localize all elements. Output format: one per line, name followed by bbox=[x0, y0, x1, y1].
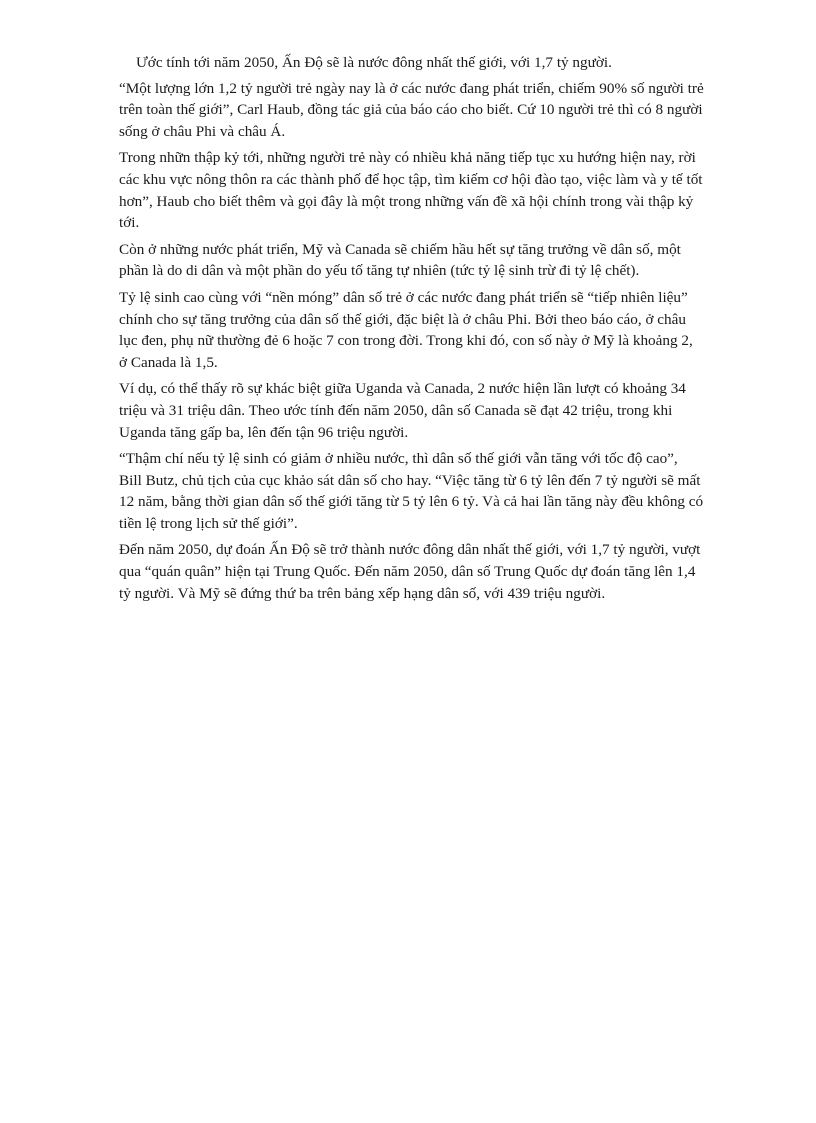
paragraph-7: Đến năm 2050, dự đoán Ấn Độ sẽ trở thành nước đông dân nhất thế giới, với 1,7 tỷ người, vượt qua “quán quân” hiện tại Trung Quốc. Đến năm 2050, dân số Trung Quốc dự đoán tăng lên 1,4 tỷ người. Và Mỹ sẽ đứng thứ ba trên bảng xếp hạng dân số, với 439 triệu người. bbox=[119, 541, 701, 602]
paragraph-2: Trong nhữn thập kỷ tới, những người trẻ này có nhiều khả năng tiếp tục xu hướng hiện nay, rời các khu vực nông thôn ra các thành phố để học tập, tìm kiếm cơ hội đào tạo, việc làm và y tế tốt hơn”, Haub cho biết thêm và gọi đây là một trong những vấn đề xã hội chính trong vài thập kỷ tới. bbox=[119, 149, 703, 232]
document-body bbox=[119, 52, 704, 609]
paragraph-3: Còn ở những nước phát triển, Mỹ và Canada sẽ chiếm hầu hết sự tăng trưởng về dân số, một phần là do di dân và một phần do yếu tố tăng tự nhiên (tức tỷ lệ sinh trừ đi tỷ lệ chết). bbox=[119, 240, 681, 280]
paragraph-6: “Thậm chí nếu tỷ lệ sinh có giảm ở nhiều nước, thì dân số thế giới vẫn tăng với tốc độ cao”, Bill Butz, chủ tịch của cục khảo sát dân số cho hay. “Việc tăng từ 6 tỷ lên đến 7 tỷ người sẽ mất 12 năm, bằng thời gian dân số thế giới tăng từ 5 tỷ lên 6 tỷ. Và cả hai lần tăng này đều không có tiền lệ trong lịch sử thế giới”. bbox=[119, 450, 704, 532]
paragraph-1: “Một lượng lớn 1,2 tỷ người trẻ ngày nay là ở các nước đang phát triển, chiếm 90% số người trẻ trên toàn thế giới”, Carl Haub, đồng tác giả của báo cáo cho biết. Cứ 10 người trẻ thì có 8 người sống ở châu Phi và châu Á. bbox=[119, 79, 704, 140]
paragraph-5: Ví dụ, có thể thấy rõ sự khác biệt giữa Uganda và Canada, 2 nước hiện lần lượt có khoảng 34 triệu và 31 triệu dân. Theo ước tính đến năm 2050, dân số Canada sẽ đạt 42 triệu, trong khi Uganda tăng gấp ba, lên đến tận 96 triệu người. bbox=[119, 380, 686, 441]
document-title: Ước tính tới năm 2050, Ấn Độ sẽ là nước đông nhất thế giới, với 1,7 tỷ người. bbox=[136, 54, 612, 71]
paragraph-4: Tỷ lệ sinh cao cùng với “nền móng” dân số trẻ ở các nước đang phát triển sẽ “tiếp nhiên liệu” chính cho sự tăng trưởng của dân số thế giới, đặc biệt là ở châu Phi. Bởi theo báo cáo, ở châu lục đen, phụ nữ thường đẻ 6 hoặc 7 con trong đời. Trong khi đó, con số này ở Mỹ là khoảng 2, ở Canada là 1,5. bbox=[119, 288, 693, 371]
